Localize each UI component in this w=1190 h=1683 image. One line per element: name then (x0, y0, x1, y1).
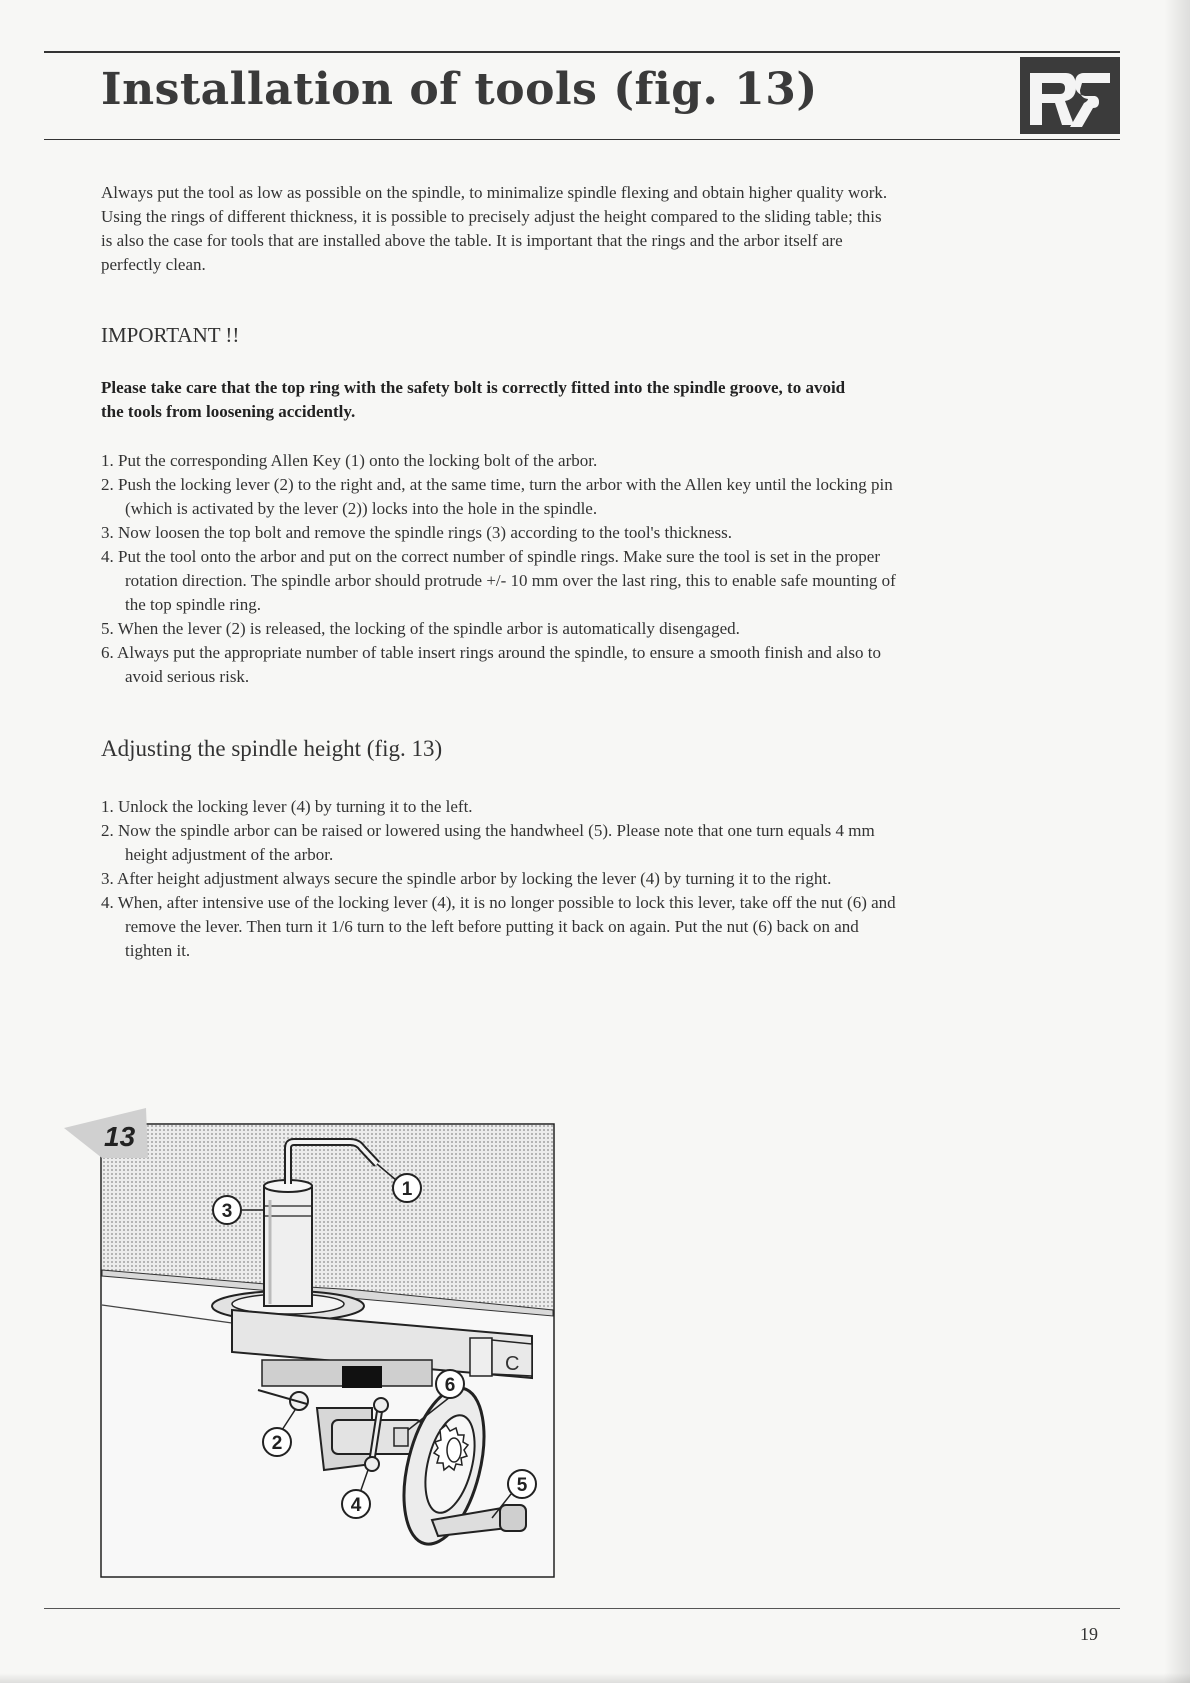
figure-number: 13 (104, 1121, 136, 1152)
important-heading: IMPORTANT !! (101, 323, 240, 347)
page-edge-shadow (1164, 0, 1190, 1683)
brand-logo (1020, 57, 1120, 134)
callout-2 (263, 1428, 291, 1456)
svg-text:2: 2 (271, 1433, 283, 1454)
figure-13 (62, 1108, 562, 1581)
list-item: 4. When, after intensive use of the locking lever (4), it is no longer possible to lock this lever, take off the nut (6) and remove the lever. Then turn it 1/6 turn to the left before putting it back on again. Put the nut (6) back on and tighten it. (101, 893, 896, 960)
page-title: Installation of tools (fig. 13) (101, 64, 818, 115)
adjusting-heading: Adjusting the spindle height (fig. 13) (101, 736, 443, 761)
svg-text:4: 4 (350, 1495, 362, 1516)
list-item: 5. When the lever (2) is released, the locking of the spindle arbor is automatically disengaged. (101, 619, 740, 638)
intro-paragraph: Always put the tool as low as possible on the spindle, to minimalize spindle flexing and obtain higher quality work. Using the rings of different thickness, it is possible to precisely adjust the height compared to the sliding table; this is also the case for tools that are installed above the table. It is important that the rings and the arbor itself are perfectly clean. (101, 183, 888, 274)
page-number: 19 (1080, 1624, 1098, 1644)
callout-4 (342, 1490, 370, 1518)
list-item: 3. After height adjustment always secure the spindle arbor by locking the lever (4) by turning it to the right. (101, 869, 832, 888)
svg-text:3: 3 (221, 1201, 233, 1222)
callout-3 (213, 1196, 241, 1224)
callout-6 (436, 1370, 464, 1398)
svg-text:C: C (505, 1353, 520, 1375)
svg-text:1: 1 (401, 1179, 413, 1200)
list-item: 4. Put the tool onto the arbor and put on the correct number of spindle rings. Make sure the tool is set in the proper rotation direction. The spindle arbor should protrude +/- 10 mm over the last ring, this to enable safe mounting of the top spindle ring. (101, 547, 896, 614)
list-item: 6. Always put the appropriate number of table insert rings around the spindle, to ensure a smooth finish and also to avoid serious risk. (101, 643, 881, 686)
list-item: 1. Put the corresponding Allen Key (1) onto the locking bolt of the arbor. (101, 451, 598, 470)
callout-1 (393, 1174, 421, 1202)
page-bottom-shadow (0, 1673, 1190, 1683)
callout-5 (508, 1470, 536, 1498)
list-item: 2. Now the spindle arbor can be raised or lowered using the handwheel (5). Please note that one turn equals 4 mm height adjustment of the arbor. (101, 821, 875, 864)
svg-text:6: 6 (444, 1375, 456, 1396)
svg-text:5: 5 (516, 1475, 528, 1496)
header-bottom-rule (44, 139, 1120, 140)
installation-steps (101, 449, 897, 689)
list-item: 3. Now loosen the top bolt and remove the spindle rings (3) according to the tool's thickness. (101, 523, 733, 542)
header-top-rule (44, 51, 1120, 53)
safety-warning: Please take care that the top ring with the safety bolt is correctly fitted into the spindle groove, to avoid the tools from loosening accidently. (101, 378, 846, 421)
list-item: 1. Unlock the locking lever (4) by turning it to the left. (101, 797, 473, 816)
footer-rule (44, 1608, 1120, 1609)
list-item: 2. Push the locking lever (2) to the right and, at the same time, turn the arbor with the Allen key until the locking pin (which is activated by the lever (2)) locks into the hole in the spindle. (101, 475, 893, 518)
adjusting-steps (101, 795, 897, 963)
